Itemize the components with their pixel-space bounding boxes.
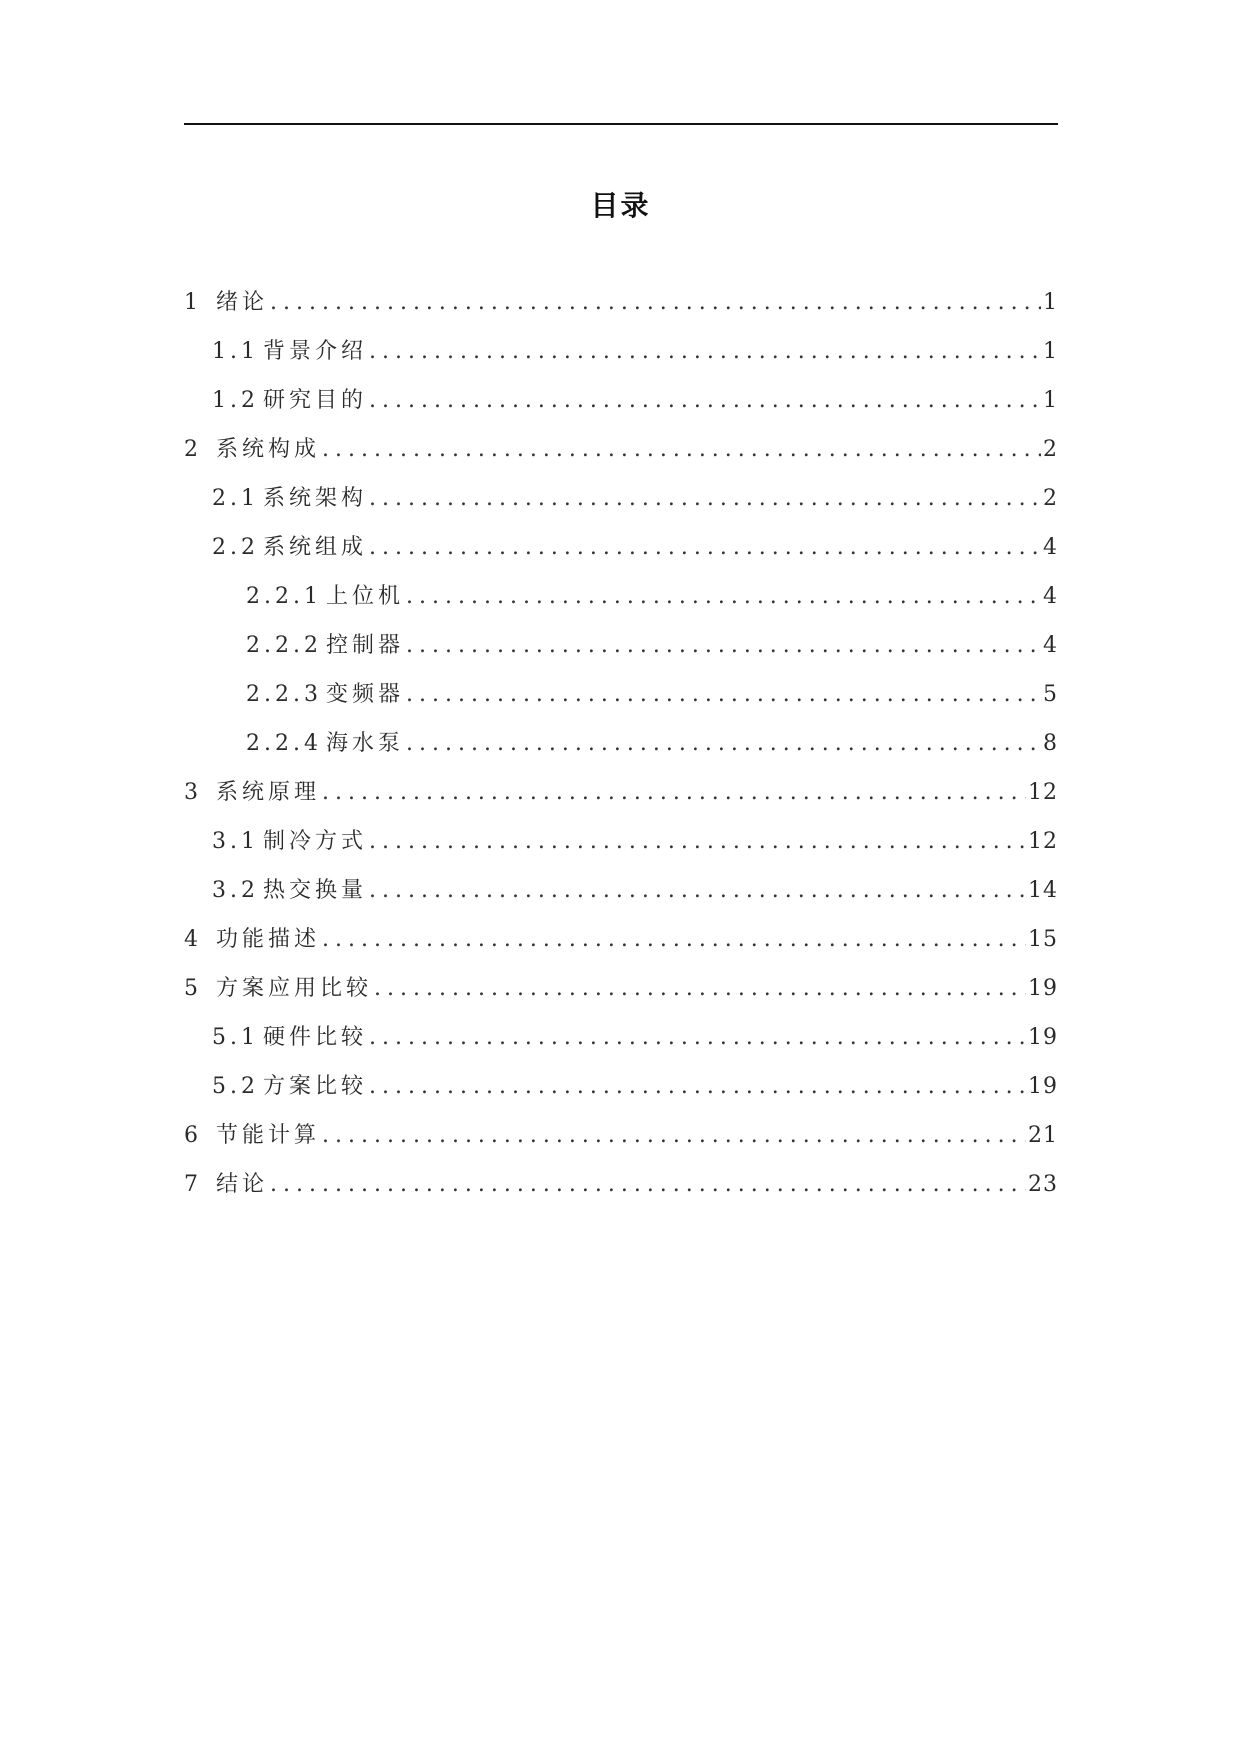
toc-entry-title: 制冷方式: [263, 828, 368, 854]
toc-entry-page: 5: [1043, 681, 1058, 707]
toc-entry-page: 19: [1028, 1073, 1058, 1099]
toc-entry[interactable]: [184, 474, 1058, 523]
dot-leader: [322, 778, 1026, 808]
toc-entry-number: 5: [184, 975, 202, 1001]
toc-entry-title: 系统构成: [216, 436, 321, 462]
toc-entry-page: 1: [1043, 338, 1058, 364]
dot-leader: [369, 484, 1041, 514]
toc-entry-page: 21: [1028, 1122, 1058, 1148]
toc-entry-title: 硬件比较: [263, 1024, 368, 1050]
toc-entry-number: 2.2: [212, 534, 259, 560]
toc-entry-number: 2.1: [212, 485, 259, 511]
toc-entry-number: 1.1: [212, 338, 259, 364]
toc-entry-number: 1.2: [212, 387, 259, 413]
toc-entry[interactable]: [184, 915, 1058, 964]
toc-entry-title: 上位机: [325, 583, 404, 609]
toc-entry-number: 2.2.1: [246, 583, 322, 609]
toc-entry-number: 3: [184, 779, 202, 805]
toc-entry[interactable]: [184, 1160, 1058, 1209]
toc-entry-title: 海水泵: [325, 730, 404, 756]
toc-entry-page: 15: [1028, 926, 1058, 952]
toc-entry-page: 8: [1043, 730, 1058, 756]
toc-entry[interactable]: [184, 621, 1058, 670]
toc-entry-title: 系统架构: [263, 485, 368, 511]
dot-leader: [369, 1023, 1026, 1053]
toc-entry[interactable]: [184, 523, 1058, 572]
toc-entry-number: 4: [184, 926, 202, 952]
toc-entry-title: 结论: [216, 1171, 269, 1197]
toc-entry-page: 23: [1028, 1171, 1058, 1197]
toc-entry[interactable]: [184, 327, 1058, 376]
toc-entry-number: 6: [184, 1122, 202, 1148]
toc-entry-number: 2.2.4: [246, 730, 322, 756]
toc-entry-title: 研究目的: [263, 387, 368, 413]
dot-leader: [322, 1121, 1026, 1151]
dot-leader: [406, 680, 1041, 710]
toc-entry-page: 12: [1028, 828, 1058, 854]
toc-entry[interactable]: [184, 572, 1058, 621]
toc-entry-page: 1: [1043, 387, 1058, 413]
toc-entry[interactable]: [184, 719, 1058, 768]
dot-leader: [369, 337, 1041, 367]
dot-leader: [322, 925, 1026, 955]
toc-entry[interactable]: [184, 866, 1058, 915]
toc-entry-number: 7: [184, 1171, 202, 1197]
toc-entry-title: 绪论: [216, 289, 269, 315]
toc-entry-number: 5.1: [212, 1024, 259, 1050]
toc-entry[interactable]: [184, 964, 1058, 1013]
dot-leader: [369, 1072, 1026, 1102]
toc-entry[interactable]: [184, 670, 1058, 719]
toc-entry-number: 3.1: [212, 828, 259, 854]
dot-leader: [369, 386, 1041, 416]
dot-leader: [406, 729, 1041, 759]
toc-entry-title: 背景介绍: [263, 338, 368, 364]
toc-entry-number: 2.2.2: [246, 632, 322, 658]
toc-entry-page: 19: [1028, 1024, 1058, 1050]
toc-entry-page: 19: [1028, 975, 1058, 1001]
dot-leader: [270, 1170, 1026, 1200]
toc-entry-title: 方案应用比较: [216, 975, 373, 1001]
toc-entry-number: 3.2: [212, 877, 259, 903]
toc-entry-title: 方案比较: [263, 1073, 368, 1099]
toc-entry-page: 14: [1028, 877, 1058, 903]
toc-entry-page: 4: [1043, 632, 1058, 658]
dot-leader: [369, 533, 1041, 563]
toc-entry-page: 2: [1043, 436, 1058, 462]
toc-entry-page: 4: [1043, 583, 1058, 609]
toc-entry-title: 功能描述: [216, 926, 321, 952]
toc-entry-title: 系统原理: [216, 779, 321, 805]
toc-entry-number: 5.2: [212, 1073, 259, 1099]
toc-entry-title: 系统组成: [263, 534, 368, 560]
toc-entry[interactable]: [184, 1013, 1058, 1062]
dot-leader: [322, 435, 1041, 465]
dot-leader: [374, 974, 1026, 1004]
toc-entry[interactable]: [184, 768, 1058, 817]
toc-entry-title: 节能计算: [216, 1122, 321, 1148]
dot-leader: [406, 582, 1041, 612]
toc-entry-page: 12: [1028, 779, 1058, 805]
toc-entry-title: 热交换量: [263, 877, 368, 903]
toc-entry[interactable]: [184, 278, 1058, 327]
toc-entry-page: 4: [1043, 534, 1058, 560]
toc-entry[interactable]: [184, 1111, 1058, 1160]
dot-leader: [369, 827, 1026, 857]
toc-entry-page: 1: [1043, 289, 1058, 315]
header-rule: [184, 123, 1058, 125]
toc-entry-number: 2.2.3: [246, 681, 322, 707]
table-of-contents: [184, 278, 1058, 1209]
toc-entry-title: 变频器: [325, 681, 404, 707]
toc-entry-page: 2: [1043, 485, 1058, 511]
toc-entry-number: 1: [184, 289, 202, 315]
toc-title: 目录: [590, 189, 651, 222]
toc-entry[interactable]: [184, 1062, 1058, 1111]
toc-entry-title: 控制器: [325, 632, 404, 658]
toc-entry[interactable]: [184, 376, 1058, 425]
dot-leader: [369, 876, 1026, 906]
toc-entry-number: 2: [184, 436, 202, 462]
dot-leader: [270, 288, 1041, 318]
dot-leader: [406, 631, 1041, 661]
toc-entry[interactable]: [184, 425, 1058, 474]
toc-entry[interactable]: [184, 817, 1058, 866]
